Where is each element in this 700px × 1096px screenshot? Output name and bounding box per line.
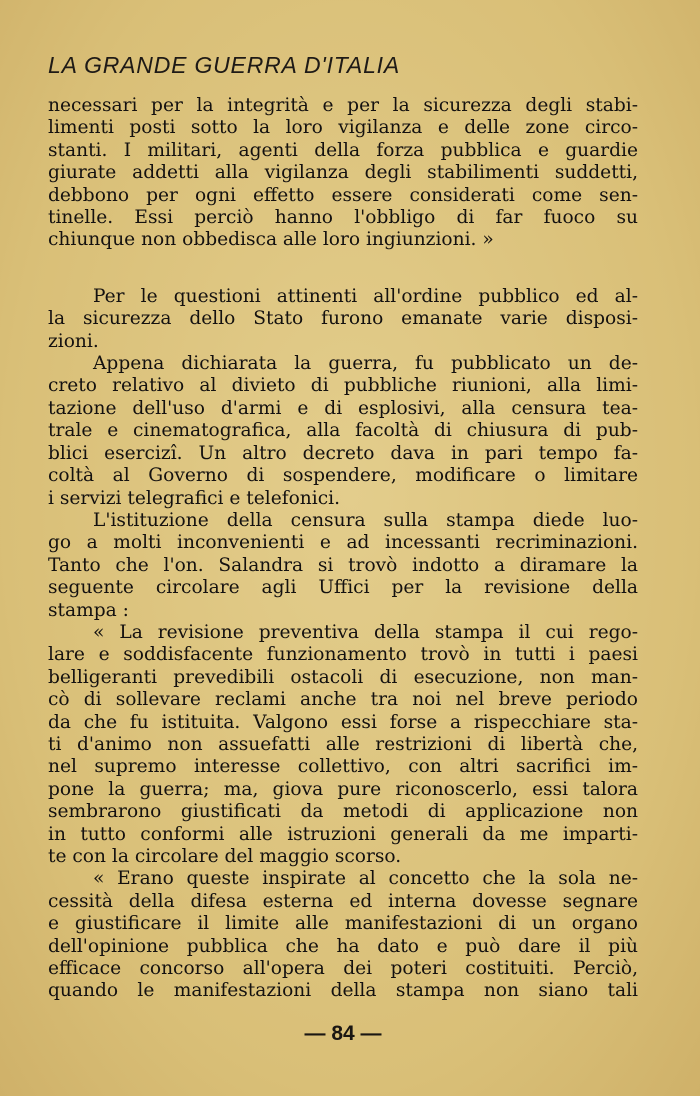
page-number: — 84 — — [304, 1022, 382, 1045]
text-line: efficace concorso all'opera dei poteri costituiti. Perciò, — [48, 958, 638, 980]
body-text — [48, 95, 638, 1003]
text-line: dell'opinione pubblica che ha dato e può dare il più — [48, 935, 638, 957]
text-line: cessità della difesa esterna ed interna dovesse segnare — [48, 890, 638, 912]
text-line: blici esercizî. Un altro decreto dava in pari tempo fa- — [48, 442, 638, 464]
text-line: tinelle. Essi perciò hanno l'obbligo di far fuoco su — [48, 207, 638, 229]
text-line: « La revisione preventiva della stampa il cui rego- — [93, 621, 638, 643]
text-line: trale e cinematografica, alla facoltà di chiusura di pub- — [48, 420, 638, 442]
text-line: da che fu istituita. Valgono essi forse a rispecchiare sta- — [48, 711, 638, 733]
paragraph — [48, 510, 638, 622]
text-line: e giustificare il limite alle manifestazioni di un organo — [48, 913, 638, 935]
running-head: LA GRANDE GUERRA D'ITALIA — [48, 52, 400, 78]
text-line: necessari per la integrità e per la sicurezza degli stabi- — [48, 95, 638, 116]
text-line: lare e soddisfacente funzionamento trovò in tutti i paesi — [48, 644, 638, 666]
text-line: in tutto conformi alle istruzioni generali da me imparti- — [48, 823, 638, 845]
text-line: quando le manifestazioni della stampa non siano tali — [48, 980, 638, 1002]
text-line: debbono per ogni effetto essere considerati come sen- — [48, 184, 638, 206]
text-line: Tanto che l'on. Salandra si trovò indotto a diramare la — [48, 554, 638, 576]
text-line: giurate addetti alla vigilanza degli stabilimenti suddetti, — [48, 162, 638, 184]
text-line: creto relativo al divieto di pubbliche riunioni, alla limi- — [48, 375, 638, 397]
paragraph-gap — [48, 252, 638, 286]
text-line: zioni. — [48, 330, 99, 352]
text-line: tazione dell'uso d'armi e di esplosivi, alla censura tea- — [48, 397, 638, 419]
text-line: i servizi telegrafici e telefonici. — [48, 487, 340, 509]
text-line: stampa : — [48, 599, 129, 621]
paragraph — [48, 95, 638, 252]
text-line: chiunque non obbedisca alle loro ingiunzioni. » — [48, 229, 494, 251]
text-line: L'istituzione della censura sulla stampa diede luo- — [93, 509, 638, 531]
paragraph — [48, 353, 638, 510]
paragraph — [48, 286, 638, 353]
text-line: stanti. I militari, agenti della forza pubblica e guardie — [48, 139, 638, 161]
text-line: coltà al Governo di sospendere, modificare o limitare — [48, 465, 638, 487]
text-line: la sicurezza dello Stato furono emanate varie disposi- — [48, 308, 638, 330]
text-line: Per le questioni attinenti all'ordine pubblico ed al- — [93, 285, 638, 307]
text-line: ti d'animo non assuefatti alle restrizioni di libertà che, — [48, 733, 638, 755]
text-line: Appena dichiarata la guerra, fu pubblicato un de- — [93, 353, 638, 375]
text-line: « Erano queste inspirate al concetto che la sola ne- — [93, 868, 638, 890]
text-line: cò di sollevare reclami anche tra noi nel breve periodo — [48, 689, 638, 711]
text-line: nel supremo interesse collettivo, con altri sacrifici im- — [48, 756, 638, 778]
paragraph — [48, 868, 638, 1002]
text-line: belligeranti prevedibili ostacoli di esecuzione, non man- — [48, 666, 638, 688]
text-line: go a molti inconvenienti e ad incessanti recriminazioni. — [48, 532, 638, 554]
text-line: limenti posti sotto la loro vigilanza e delle zone circo- — [48, 117, 638, 139]
paragraph — [48, 622, 638, 868]
text-line: te con la circolare del maggio scorso. — [48, 846, 402, 867]
text-line: pone la guerra; ma, giova pure riconoscerlo, essi talora — [48, 778, 638, 800]
text-line: seguente circolare agli Uffici per la revisione della — [48, 577, 638, 599]
text-line: sembrarono giustificati da metodi di applicazione non — [48, 801, 638, 823]
